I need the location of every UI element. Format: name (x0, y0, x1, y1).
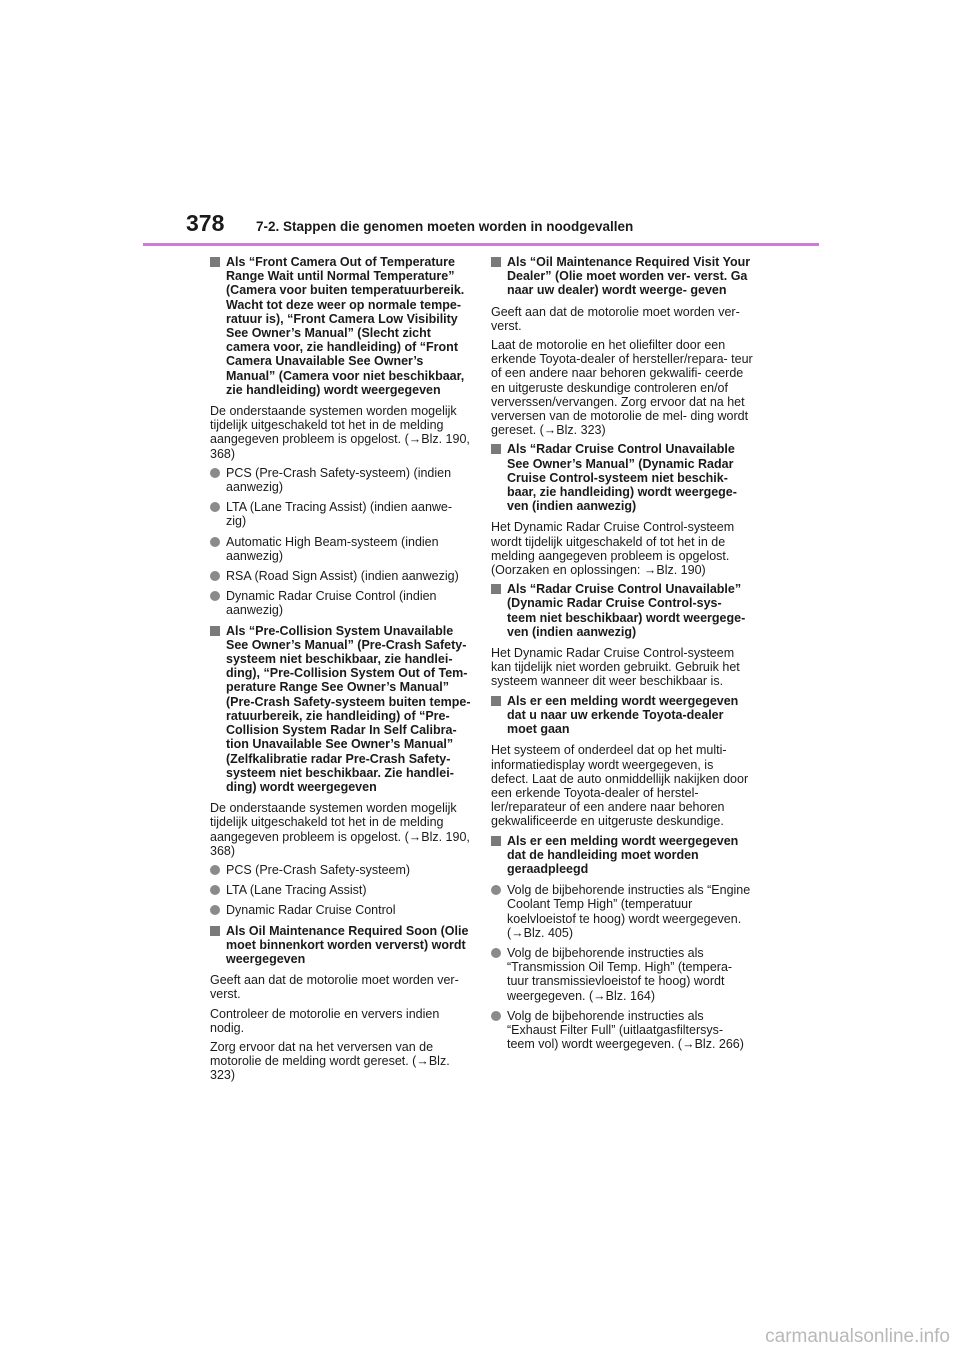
paragraph: Het Dynamic Radar Cruise Control-systeem kan tijdelijk niet worden gebruikt. Gebruik het systeem wanneer dit weer beschikbaar is. (491, 646, 740, 689)
square-bullet-icon (210, 626, 220, 636)
list-item: PCS (Pre-Crash Safety-systeem) (210, 863, 473, 877)
section-heading: Als “Radar Cruise Control Unavailable See Owner’s Manual” (Dynamic Radar Cruise Control-systeem niet beschik- baar, zie handleiding) wordt weergege- ven (indien aanwezig) (491, 442, 754, 513)
section-title: 7-2. Stappen die genomen moeten worden in noodgevallen (256, 219, 634, 234)
square-bullet-icon (491, 257, 501, 267)
section-heading: Als er een melding wordt weergegeven dat u naar uw erkende Toyota-dealer moet gaan (491, 694, 754, 737)
square-bullet-icon (491, 444, 501, 454)
section-heading: Als “Radar Cruise Control Unavailable” (Dynamic Radar Cruise Control-sys- teem niet beschikbaar) wordt weergege- ven (indien aanwezig) (491, 582, 754, 639)
square-bullet-icon (210, 926, 220, 936)
page-number: 378 (186, 210, 225, 236)
section-heading: Als “Pre-Collision System Unavailable See Owner’s Manual” (Pre-Crash Safety- systeem niet beschikbaar, zie handlei- ding), “Pre-Collision System Out of Tem- perature Range See Owner’s Manual” (Pre-Crash Safety-systeem buiten tempe- ratuurbereik, zie handleiding) of “Pre- Collision System Radar In Self Calibra- tion Unavailable See Owner’s Manual” (Zelfkalibratie radar Pre-Crash Safety- systeem niet beschikbaar. Zie handlei- ding) wordt weergegeven (210, 624, 473, 794)
circle-bullet-icon (210, 468, 220, 478)
square-bullet-icon (210, 257, 220, 267)
circle-bullet-icon (210, 591, 220, 601)
list-item: PCS (Pre-Crash Safety-systeem) (indien aanwezig) (210, 466, 473, 494)
list-item: LTA (Lane Tracing Assist) (indien aanwe- zig) (210, 500, 473, 528)
list-item: LTA (Lane Tracing Assist) (210, 883, 473, 897)
circle-bullet-icon (491, 885, 501, 895)
list-item: Volg de bijbehorende instructies als “Exhaust Filter Full” (uitlaatgasfiltersys- teem vol) wordt weergegeven. (→Blz. 266) (491, 1009, 754, 1052)
left-column (210, 255, 473, 1088)
circle-bullet-icon (210, 537, 220, 547)
list-item: Volg de bijbehorende instructies als “Engine Coolant Temp High” (temperatuur koelvloeistof te hoog) wordt weergegeven. (→Blz. 405) (491, 883, 754, 940)
page-header (0, 0, 960, 250)
section-heading: Als er een melding wordt weergegeven dat de handleiding moet worden geraadpleegd (491, 834, 754, 877)
circle-bullet-icon (210, 885, 220, 895)
circle-bullet-icon (491, 1011, 501, 1021)
right-column (491, 255, 754, 1057)
paragraph: De onderstaande systemen worden mogelijk tijdelijk uitgeschakeld tot het in de melding aangegeven probleem is opgelost. (→Blz. 190, 368) (210, 404, 470, 461)
section-heading: Als Oil Maintenance Required Soon (Olie moet binnenkort worden ververst) wordt weergegeven (210, 924, 473, 967)
circle-bullet-icon (210, 905, 220, 915)
circle-bullet-icon (210, 571, 220, 581)
paragraph: Zorg ervoor dat na het verversen van de motorolie de melding wordt gereset. (→Blz. 323) (210, 1039, 450, 1083)
circle-bullet-icon (491, 948, 501, 958)
paragraph: Laat de motorolie en het oliefilter door een erkende Toyota-dealer of hersteller/repara- teur of een andere naar behoren gekwalifi- ceerde en uitgeruste deskundige controleren en/of ververssen/vervangen. Zorg ervoor dat na het verversen van de motorolie de mel- ding wordt gereset. (→Blz. 323) (491, 338, 753, 438)
circle-bullet-icon (210, 502, 220, 512)
square-bullet-icon (491, 696, 501, 706)
paragraph: Het systeem of onderdeel dat op het multi- informatiedisplay wordt weergegeven, is defect. Laat de auto onmiddellijk nakijken door een erkende Toyota-dealer of herstel- ler/reparateur of een andere naar behoren gekwalificeerde en uitgeruste deskundige. (491, 743, 749, 829)
square-bullet-icon (491, 584, 501, 594)
circle-bullet-icon (210, 865, 220, 875)
paragraph: Het Dynamic Radar Cruise Control-systeem wordt tijdelijk uitgeschakeld of tot het in de melding aangegeven probleem is opgelost. (Oorzaken en oplossingen: →Blz. 190) (491, 520, 735, 578)
header-divider (143, 243, 819, 246)
paragraph: Controleer de motorolie en ververs indien nodig. (210, 1006, 440, 1035)
list-item: Dynamic Radar Cruise Control (indien aanwezig) (210, 589, 473, 617)
section-heading: Als “Front Camera Out of Temperature Range Wait until Normal Temperature” (Camera voor buiten temperatuurbereik. Wacht tot deze weer op normale tempe- ratuur is), “Front Camera Low Visibility See Owner’s Manual” (Slecht zicht camera voor, zie handleiding) of “Front Camera Unavailable See Owner’s Manual” (Camera voor niet beschikbaar, zie handleiding) wordt weergegeven (210, 255, 473, 397)
paragraph: Geeft aan dat de motorolie moet worden ver- verst. (210, 973, 459, 1002)
square-bullet-icon (491, 836, 501, 846)
list-item: Automatic High Beam-systeem (indien aanwezig) (210, 535, 473, 563)
watermark: carmanualsonline.info (765, 1326, 950, 1347)
section-heading: Als “Oil Maintenance Required Visit Your Dealer” (Olie moet worden ver- verst. Ga naar uw dealer) wordt weerge- geven (491, 255, 754, 298)
list-item: RSA (Road Sign Assist) (indien aanwezig) (210, 569, 473, 583)
paragraph: De onderstaande systemen worden mogelijk tijdelijk uitgeschakeld tot het in de melding aangegeven probleem is opgelost. (→Blz. 190, 368) (210, 801, 470, 858)
list-item: Dynamic Radar Cruise Control (210, 903, 473, 917)
paragraph: Geeft aan dat de motorolie moet worden ver- verst. (491, 304, 740, 333)
list-item: Volg de bijbehorende instructies als “Transmission Oil Temp. High” (tempera- tuur transmissievloeistof te hoog) wordt weergegeven. (→Blz. 164) (491, 946, 754, 1003)
